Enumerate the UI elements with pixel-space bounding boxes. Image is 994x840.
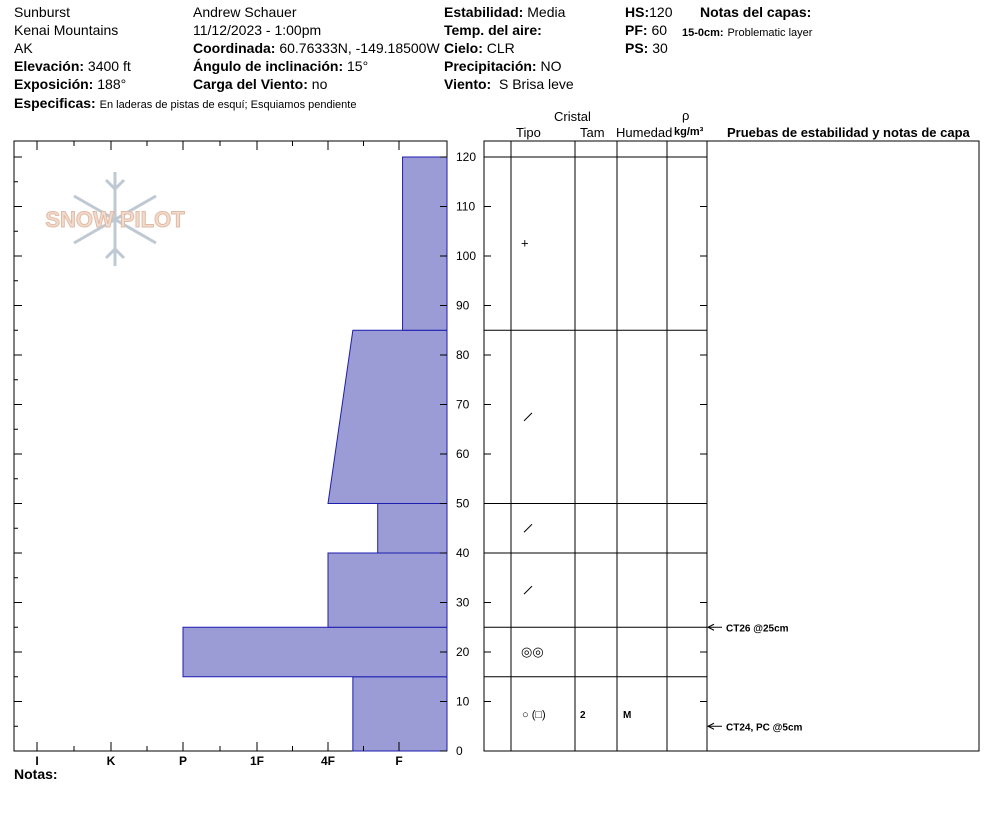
- hardness-layer-5: [328, 330, 447, 503]
- grain-size: 2: [580, 709, 586, 721]
- hardness-label: 1F: [249, 754, 265, 768]
- y-tick-label: 60: [456, 447, 470, 461]
- wind-value: S Brisa leve: [498, 76, 574, 92]
- stability-value: Media: [527, 4, 566, 20]
- hardness-label: 4F: [320, 754, 336, 768]
- state: AK: [14, 40, 33, 56]
- elevation-label: Elevación:: [14, 58, 85, 74]
- y-tick-label: 20: [456, 645, 470, 659]
- y-tick-label: 0: [456, 744, 463, 758]
- y-tick-label: 40: [456, 546, 470, 560]
- observer: Andrew Schauer: [193, 4, 297, 20]
- aspect-value: 188°: [97, 76, 127, 92]
- hardness-plot: [14, 141, 476, 768]
- hardness-layer-4: [378, 504, 447, 554]
- wind-label: Viento:: [444, 76, 492, 92]
- location: Sunburst: [14, 4, 71, 20]
- layer-note-text: Problematic layer: [727, 27, 813, 39]
- y-tick-label: 90: [456, 298, 470, 313]
- layer-table: [484, 141, 979, 751]
- hardness-layer-2: [183, 627, 447, 677]
- air-temp-label: Temp. del aire:: [444, 22, 542, 38]
- hardness-label: I: [35, 754, 39, 768]
- aspect-label: Exposición:: [14, 76, 94, 92]
- y-tick-label: 80: [456, 348, 470, 362]
- hardness-label: F: [395, 754, 403, 768]
- slope-value: 15°: [347, 58, 369, 74]
- table-frame: [484, 141, 979, 751]
- y-tick-label: 30: [456, 595, 470, 610]
- grain-type-symbol: ○ (□): [522, 708, 546, 721]
- hardness-layer-3: [328, 553, 447, 627]
- y-tick-label: 50: [456, 496, 470, 511]
- col-rho: ρ: [682, 108, 690, 123]
- stability-test-label: CT26 @25cm: [726, 623, 789, 635]
- datetime: 11/12/2023 - 1:00pm: [193, 22, 322, 38]
- precip-value: NO: [540, 58, 562, 74]
- sky-value: CLR: [486, 40, 515, 56]
- grain-facet-symbol: [524, 413, 532, 421]
- col-tipo: Tipo: [516, 125, 541, 140]
- notes-label: Notas:: [14, 766, 58, 782]
- wind-load-value: no: [311, 76, 328, 92]
- pf-value: 60: [651, 22, 668, 38]
- stability-test-label: CT24, PC @5cm: [726, 722, 803, 734]
- col-tam: Tam: [580, 125, 605, 140]
- slope-label: Ángulo de inclinación:: [193, 58, 344, 74]
- y-tick-label: 120: [456, 150, 477, 164]
- col-cristal: Cristal: [554, 109, 591, 124]
- y-tick-label: 10: [456, 694, 470, 709]
- y-tick-label: 110: [456, 199, 476, 214]
- pf-label: PF:: [625, 22, 648, 38]
- y-tick-label: 70: [456, 397, 470, 412]
- ps-value: 30: [652, 40, 668, 56]
- specifics-value: En laderas de pistas de esquí; Esquiamos pendiente: [99, 99, 357, 111]
- elevation-value: 3400 ft: [87, 58, 131, 74]
- sky-label: Cielo:: [444, 40, 483, 56]
- layer-notes-title: Notas del capas:: [700, 4, 812, 20]
- col-tests: Pruebas de estabilidad y notas de capa: [727, 125, 970, 140]
- snowpilot-logo: [45, 172, 185, 266]
- ps-label: PS:: [625, 40, 649, 56]
- grain-facet-symbol: [524, 586, 532, 594]
- y-tick-label: 100: [456, 249, 477, 263]
- col-density-unit: kg/m³: [674, 126, 704, 138]
- coordinates-label: Coordinada:: [193, 40, 276, 56]
- hardness-layer-6: [403, 157, 447, 330]
- moisture: M: [623, 709, 632, 721]
- col-humedad: Humedad: [616, 125, 673, 140]
- hs-value: 120: [649, 4, 673, 20]
- mountain-range: Kenai Mountains: [14, 22, 119, 38]
- layer-note-depth: 15-0cm:: [682, 27, 724, 39]
- wind-load-label: Carga del Viento:: [193, 76, 308, 92]
- grain-facet-symbol: [524, 524, 532, 532]
- coordinates-value: 60.76333N, -149.18500W: [279, 40, 440, 56]
- stability-label: Estabilidad:: [444, 4, 524, 20]
- grain-type-symbol: +: [521, 235, 529, 251]
- logo-text: SNOW PILOT: [45, 207, 185, 232]
- hs-label: HS:: [625, 4, 650, 20]
- hardness-label: K: [106, 754, 116, 768]
- hardness-layer-1: [353, 677, 447, 751]
- hardness-label: P: [178, 754, 188, 768]
- precip-label: Precipitación:: [444, 58, 537, 74]
- grain-type-symbol: ◎◎: [521, 644, 544, 659]
- specifics-label: Especificas:: [14, 95, 96, 111]
